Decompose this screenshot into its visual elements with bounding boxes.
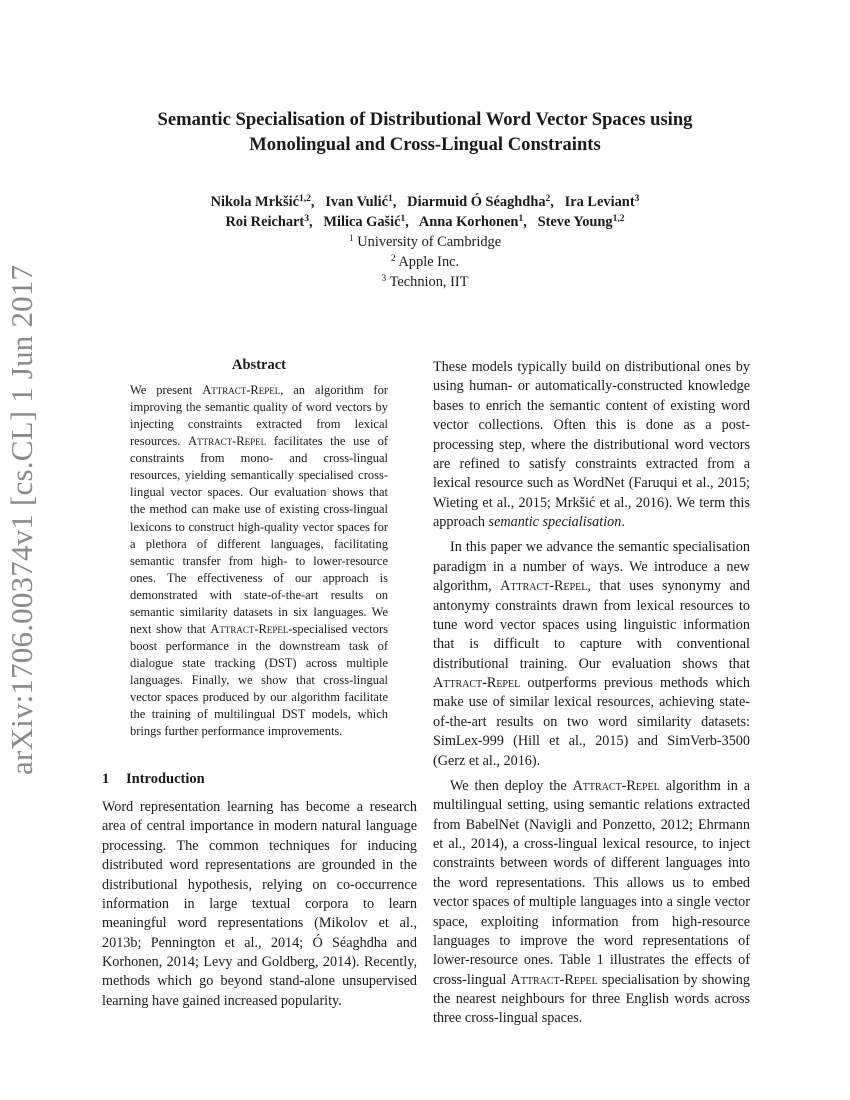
affiliation-name: University of Cambridge xyxy=(357,234,502,250)
body-text: In this paper we advance the semantic specialisation paradigm in a number of ways. We introduce a new algorithm, xyxy=(433,539,750,595)
affiliation-name: Technion, IIT xyxy=(389,274,469,290)
author-name: Diarmuid Ó Séaghdha xyxy=(407,194,546,210)
algorithm-name: Attract-Repel xyxy=(433,675,521,691)
algorithm-name: Attract-Repel xyxy=(210,621,289,636)
abstract-text: facilitates the use of constraints from mono- and cross-lingual resources, yielding semantically specialised cross-lingual vector spaces. Our evaluation shows that the method can make use of existing cross-lingual lexicons to construct high-quality vector spaces for a plethora of different languages, facilitating semantic transfer from high- to lower-resource ones. The effectiveness of our approach is demonstrated with state-of-the-art results on semantic similarity datasets in six languages. We next show that xyxy=(130,434,389,636)
affiliation-marker: 1 xyxy=(348,234,354,244)
section-heading-introduction xyxy=(102,770,205,788)
author-row-1: Nikola Mrkšić$^{1,2}$, Ivan Vulić$^1$, Diarmuid Ó Séaghdha$^2$, Ira Leviant$^3$ xyxy=(210,194,640,210)
arxiv-identifier-stamp: arXiv:1706.00374v1 [cs.CL] 1 Jun 2017 xyxy=(4,264,39,775)
body-text: algorithm in a multilingual setting, using semantic relations extracted from BabelNet (Navigli and Ponzetto, 2012; Ehrmann et al., 2014), a cross-lingual lexical resource, to inject constraints between words of different languages into the word representations. This allows us to embed vector spaces of multiple languages into a single vector space, exploiting information from high-resource languages to improve the word representations of lower-resource ones. Table 1 illustrates the effects of cross-lingual xyxy=(433,777,750,988)
body-text: outperforms previous methods which make use of similar lexical resources, achieving state-of-the-art results on two word similarity datasets: SimLex-999 (Hill et al., 2015) and SimVerb-3500 (Gerz et al., 2016). xyxy=(433,675,750,769)
section-number: 1 xyxy=(102,771,110,787)
author-affiliation-marker: 3 xyxy=(304,214,309,224)
algorithm-name: Attract-Repel xyxy=(510,971,598,988)
author-name: Roi Reichart xyxy=(225,214,305,230)
body-text: We then deploy the xyxy=(450,777,573,794)
affiliation-marker: 2 xyxy=(390,254,396,264)
algorithm-name: Attract-Repel xyxy=(188,434,267,449)
affiliation-name: Apple Inc. xyxy=(398,254,460,270)
author-name: Milica Gašić xyxy=(323,214,401,230)
author-affiliation-marker: 1 xyxy=(400,214,406,224)
algorithm-name: Attract-Repel xyxy=(202,383,281,397)
paper-title-line-1: Semantic Specialisation of Distributional Word Vector Spaces using xyxy=(157,109,693,130)
affiliation-marker: 3 xyxy=(381,274,387,284)
author-affiliation-marker: 3 xyxy=(634,194,640,204)
author-name: Ivan Vulić xyxy=(325,194,389,210)
author-affiliation-marker: 1,2 xyxy=(612,214,625,224)
right-column xyxy=(433,358,750,1029)
body-text: specialisation by showing the nearest neighbours for three English words across three cross-lingual spaces. xyxy=(433,971,750,1027)
body-text: These models typically build on distributional ones by using human- or automatically-constructed knowledge bases to enrich the semantic content of existing word vector collections. Often this is done as a post-processing step, where the distributional word vectors are refined to satisfy constraints extracted from a lexical resource such as WordNet (Faruqui et al., 2015; Wieting et al., 2015; Mrkšić et al., 2016). We term this approach xyxy=(433,359,750,530)
author-affiliation-marker: 1,2 xyxy=(298,194,311,204)
body-text: . xyxy=(621,514,625,530)
affiliation-3 xyxy=(100,272,750,292)
abstract-text: -specialised vectors boost performance in the downstream task of dialogue state tracking (DST) across multiple languages. Finally, we show that cross-lingual vector spaces produced by our algorithm facilitate the training of multilingual DST models, which brings further performance improvements. xyxy=(130,621,388,739)
author-affiliation-marker: 1 xyxy=(518,214,524,224)
author-name: Nikola Mrkšić xyxy=(210,194,299,210)
author-row-2: Roi Reichart$^3$, Milica Gašić$^1$, Anna Korhonen$^1$, Steve Young$^{1,2}$ xyxy=(225,214,625,230)
author-block xyxy=(100,192,750,292)
paper-title xyxy=(100,107,750,157)
affiliation-2 xyxy=(100,252,750,272)
affiliation-1 xyxy=(100,232,750,252)
author-name: Ira Leviant xyxy=(564,194,635,210)
intro-paragraph-1: Word representation learning has become a research area of central importance in modern natural language processing. The common techniques for inducing distributed word representations are grounded in the distributional hypothesis, relying on co-occurrence information in large textual corpora to learn meaningful word representations (Mikolov et al., 2013b; Pennington et al., 2014; Ó Séaghdha and Korhonen, 2014; Levy and Goldberg, 2014). Recently, methods which go beyond stand-alone unsupervised learning have gained increased popularity. xyxy=(102,799,417,1009)
intro-left-column xyxy=(102,798,417,1011)
abstract-text: We present xyxy=(130,383,203,397)
author-affiliation-marker: 1 xyxy=(388,194,393,204)
right-paragraph-1 xyxy=(433,358,750,532)
right-paragraph-3 xyxy=(433,777,750,1029)
algorithm-name: Attract-Repel xyxy=(572,777,660,794)
emphasized-term: semantic specialisation xyxy=(488,514,622,530)
right-paragraph-2 xyxy=(433,538,750,771)
paper-title-line-2: Monolingual and Cross-Lingual Constraints xyxy=(249,134,601,155)
abstract-text: , an algorithm for improving the semantic quality of word vectors by injecting constraints extracted from lexical resources. xyxy=(130,383,388,449)
section-title: Introduction xyxy=(126,771,205,787)
algorithm-name: Attract-Repel xyxy=(500,578,588,595)
author-affiliation-marker: 2 xyxy=(545,194,551,204)
abstract-heading: Abstract xyxy=(232,357,286,373)
author-name: Steve Young xyxy=(537,214,613,230)
author-name: Anna Korhonen xyxy=(418,214,519,230)
abstract-body xyxy=(130,382,388,740)
body-text: , that uses synonymy and antonymy constraints drawn from lexical resources to tune word vector spaces using linguistic information that is difficult to capture with conventional distributional training. Our evaluation shows that xyxy=(433,578,750,672)
